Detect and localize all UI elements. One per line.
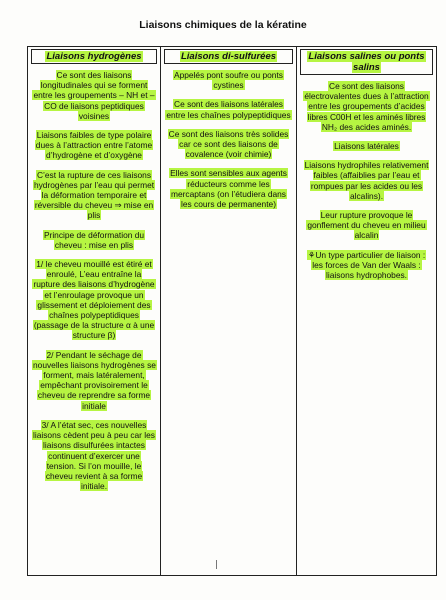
keratin-bonds-table bbox=[27, 46, 437, 576]
paragraph: Ce sont des liaisons très solides car ce sont des liaisons de covalence (voir chimie) bbox=[168, 128, 289, 160]
column-header: Liaisons di-sulfurées bbox=[164, 49, 293, 64]
paragraph: Leur rupture provoque le gonflement du cheveu en milieu alcalin bbox=[307, 210, 426, 241]
paragraph: 2/ Pendant le séchage de nouvelles liaisons hydrogènes se forment, mais latéralement, empêchant provisoirement le cheveu de reprendre sa forme initiale bbox=[33, 349, 156, 411]
paragraph: Liaisons hydrophiles relativement faibles (affaiblies par l’eau et rompues par les acides ou les alcalins). bbox=[304, 160, 429, 201]
paragraph: Elles sont sensibles aux agents réducteurs comme les mercaptans (on l’étudiera dans les cours de permanente) bbox=[170, 168, 287, 210]
column-disulfide-bonds bbox=[161, 47, 297, 575]
text-cursor bbox=[216, 560, 217, 569]
column-header: Liaisons salines ou ponts salins bbox=[300, 49, 433, 75]
column-hydrogen-bonds bbox=[28, 47, 161, 575]
paragraph: 1/ le cheveu mouillé est étiré et enroulé, L’eau entraîne la rupture des liaisons d’hydrogène et l’enroulage provoque un glissement et déploiement des chaînes polypeptidiques (passage de la structure α à une structure β) bbox=[33, 259, 155, 341]
page-title: Liaisons chimiques de la kératine bbox=[139, 19, 307, 31]
paragraph: ⚘Un type particulier de liaison : les forces de Van der Waals : liaisons hydrophobes. bbox=[307, 249, 426, 281]
paragraph: Liaisons faibles de type polaire dues à l’attraction entre l’atome d’hydrogène et d’oxygène bbox=[35, 130, 153, 161]
paragraph: Principe de déformation du cheveu : mise en plis bbox=[43, 229, 145, 250]
paragraph: Ce sont des liaisons latérales entre les chaînes polypeptidiques bbox=[166, 99, 291, 120]
column-saline-bonds bbox=[297, 47, 436, 575]
paragraph: Liaisons latérales bbox=[334, 141, 399, 152]
paragraph: Appelés pont soufre ou ponts cystines bbox=[174, 70, 283, 91]
paragraph: 3/ A l’état sec, ces nouvelles liaisons cèdent peu à peu car les liaisons disulfurées intactes continuent d’exercer une tension. Si l’on mouille, le cheveu revient à sa forme initiale. bbox=[33, 419, 155, 492]
column-header: Liaisons hydrogènes bbox=[31, 49, 157, 64]
paragraph: Ce sont des liaisons longitudinales qui se forment entre les groupements – NH et – CO de liaisons peptidiques voisines bbox=[33, 70, 155, 121]
paragraph: Ce sont des liaisons électrovalentes dues à l’attraction entre les groupements d’acides libres C00H et les aminés libres NH₂ des acides aminés. bbox=[304, 81, 429, 132]
paragraph: C’est la rupture de ces liaisons hydrogènes par l’eau qui permet la déformation temporaire et réversible du cheveu ⇒ mise en plis bbox=[33, 169, 155, 221]
